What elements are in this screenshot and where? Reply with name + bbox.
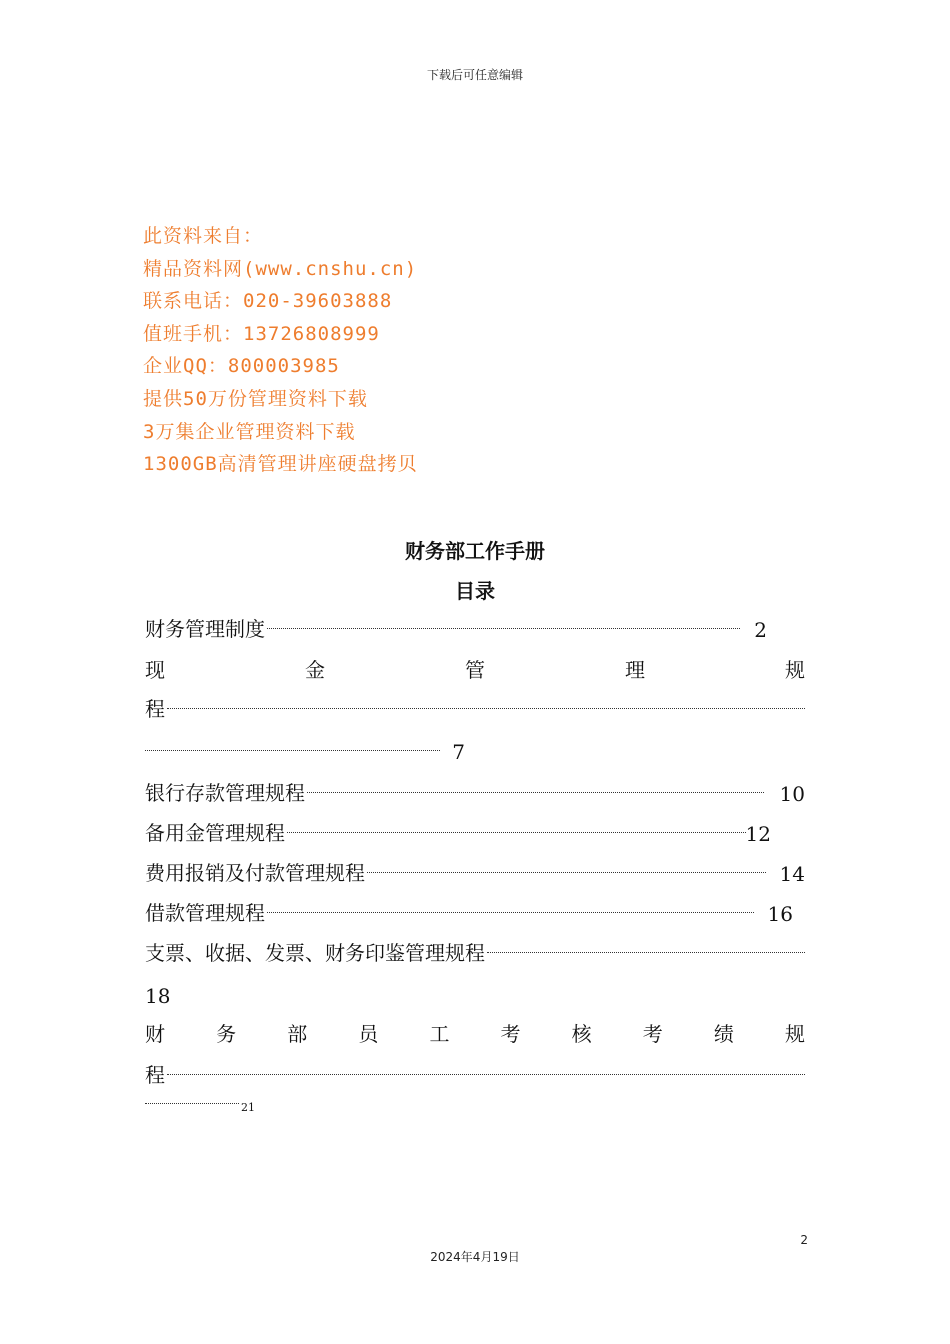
leader-dots	[145, 736, 440, 751]
toc-entry-page: 16	[767, 902, 793, 926]
toc-char: 员	[358, 1022, 379, 1046]
toc-entry-tail: 程	[145, 697, 165, 721]
toc-entry-justified[interactable]	[145, 1018, 805, 1047]
toc-entry-label: 财务管理制度	[145, 617, 265, 641]
promo-block	[143, 220, 418, 481]
promo-line: 精品资料网(www.cnshu.cn)	[143, 257, 418, 280]
toc-char: 考	[642, 1022, 663, 1046]
footer-date: 2024年4月19日	[430, 1250, 520, 1264]
toc-char: 财	[145, 1022, 165, 1046]
toc-entry-label: 费用报销及付款管理规程	[145, 861, 365, 885]
promo-line: 3万集企业管理资料下载	[143, 420, 356, 443]
toc-heading: 目录	[455, 579, 495, 603]
toc-char: 考	[500, 1022, 521, 1046]
toc-entry-justified[interactable]	[145, 654, 805, 683]
promo-line: 此资料来自：	[143, 225, 264, 247]
toc-char: 金	[305, 658, 325, 682]
document-title: 财务部工作手册	[405, 539, 545, 563]
toc-entry-label: 借款管理规程	[145, 901, 265, 925]
toc-char: 核	[571, 1022, 592, 1046]
toc-entry-label: 银行存款管理规程	[145, 781, 305, 805]
promo-line: 1300GB高清管理讲座硬盘拷贝	[143, 453, 418, 476]
toc-char: 现	[145, 658, 165, 682]
toc-char: 工	[429, 1022, 450, 1046]
toc-entry-continuation	[145, 1058, 805, 1088]
toc-entry[interactable]	[145, 896, 805, 926]
toc-entry-continuation	[145, 734, 465, 764]
promo-line: 提供50万份管理资料下载	[143, 387, 368, 410]
leader-dots	[267, 614, 740, 629]
toc-entry-page: 2	[754, 618, 767, 642]
toc-entry-continuation	[145, 1092, 255, 1114]
leader-dots	[267, 898, 754, 913]
leader-dots	[307, 778, 764, 793]
toc-char: 规	[784, 1022, 805, 1046]
page-header: 下载后可任意编辑	[426, 68, 523, 82]
toc-entry-page: 14	[779, 862, 805, 886]
toc-entry-page: 21	[241, 1101, 255, 1114]
toc-entry[interactable]	[145, 856, 805, 886]
toc-entry-label: 备用金管理规程	[145, 821, 285, 845]
toc-char: 绩	[713, 1022, 734, 1046]
toc-entry[interactable]	[145, 936, 805, 966]
toc-entry-page: 12	[745, 822, 771, 846]
toc-entry[interactable]	[145, 816, 771, 846]
leader-dots	[367, 858, 766, 873]
promo-line: 联系电话：020-39603888	[143, 290, 393, 313]
toc-entry-page: 10	[779, 782, 805, 806]
leader-dots	[167, 1060, 805, 1075]
leader-dots	[167, 694, 805, 709]
promo-line: 值班手机：13726808999	[143, 322, 380, 345]
toc-entry-tail: 程	[145, 1063, 165, 1087]
toc-char: 务	[216, 1022, 237, 1046]
leader-dots	[287, 818, 746, 833]
toc-entry-continuation	[145, 692, 805, 722]
leader-dots	[487, 938, 805, 953]
toc-char: 部	[287, 1022, 308, 1046]
toc-char: 管	[465, 658, 485, 682]
page-number: 2	[800, 1233, 808, 1247]
toc-entry[interactable]	[145, 776, 805, 806]
toc-entry-page: 18	[145, 984, 171, 1008]
promo-line: 企业QQ：800003985	[143, 355, 340, 378]
leader-dots	[145, 1095, 239, 1104]
toc-char: 理	[625, 658, 645, 682]
toc-entry-label: 支票、收据、发票、财务印鉴管理规程	[145, 941, 485, 965]
toc-entry-page: 7	[452, 740, 465, 764]
toc-char: 规	[785, 658, 805, 682]
toc-entry-continuation	[145, 978, 805, 1008]
toc-entry[interactable]	[145, 612, 805, 642]
